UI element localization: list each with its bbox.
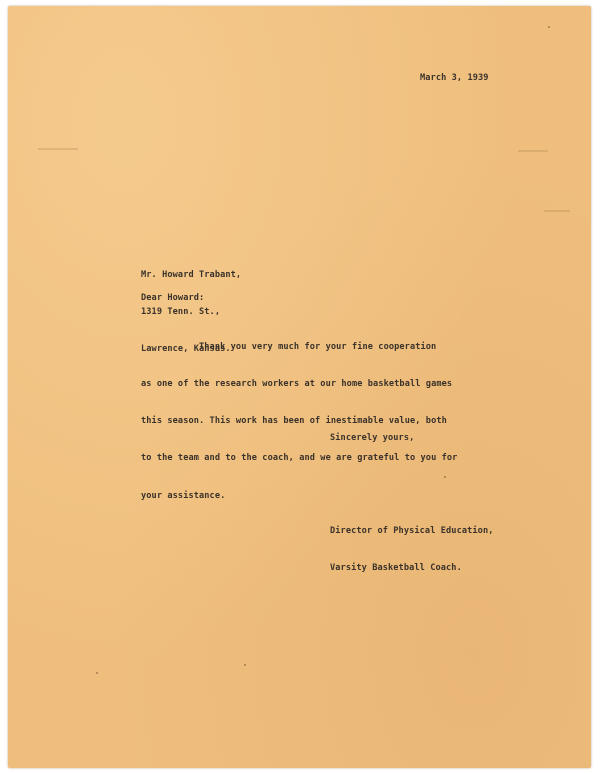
paper-fleck xyxy=(244,664,246,666)
address-line-name: Mr. Howard Trabant, xyxy=(141,269,242,280)
complimentary-closing: Sincerely yours, xyxy=(330,433,415,443)
salutation: Dear Howard: xyxy=(141,293,205,303)
letter-body xyxy=(141,316,457,515)
paper-fleck xyxy=(96,672,98,674)
address-line-city: Lawrence, Kansas. xyxy=(141,344,231,355)
paper-stain xyxy=(544,210,570,212)
body-line: to the team and to the coach, and we are grateful to you for xyxy=(141,453,458,464)
paper-stain xyxy=(38,148,78,150)
body-line: your assistance. xyxy=(141,490,226,501)
signature-block xyxy=(330,500,494,587)
body-line: Thank you very much for your fine cooperation xyxy=(199,341,437,352)
paper-fleck xyxy=(548,26,550,28)
paper-stain xyxy=(518,150,548,152)
letter-date: March 3, 1939 xyxy=(420,73,489,83)
body-line: as one of the research workers at our home basketball games xyxy=(141,379,453,390)
body-line: this season. This work has been of inestimable value, both xyxy=(141,416,447,427)
address-line-street: 1319 Tenn. St., xyxy=(141,307,221,318)
signature-title-line: Director of Physical Education, xyxy=(330,525,494,536)
signature-title-line: Varsity Basketball Coach. xyxy=(330,563,462,574)
